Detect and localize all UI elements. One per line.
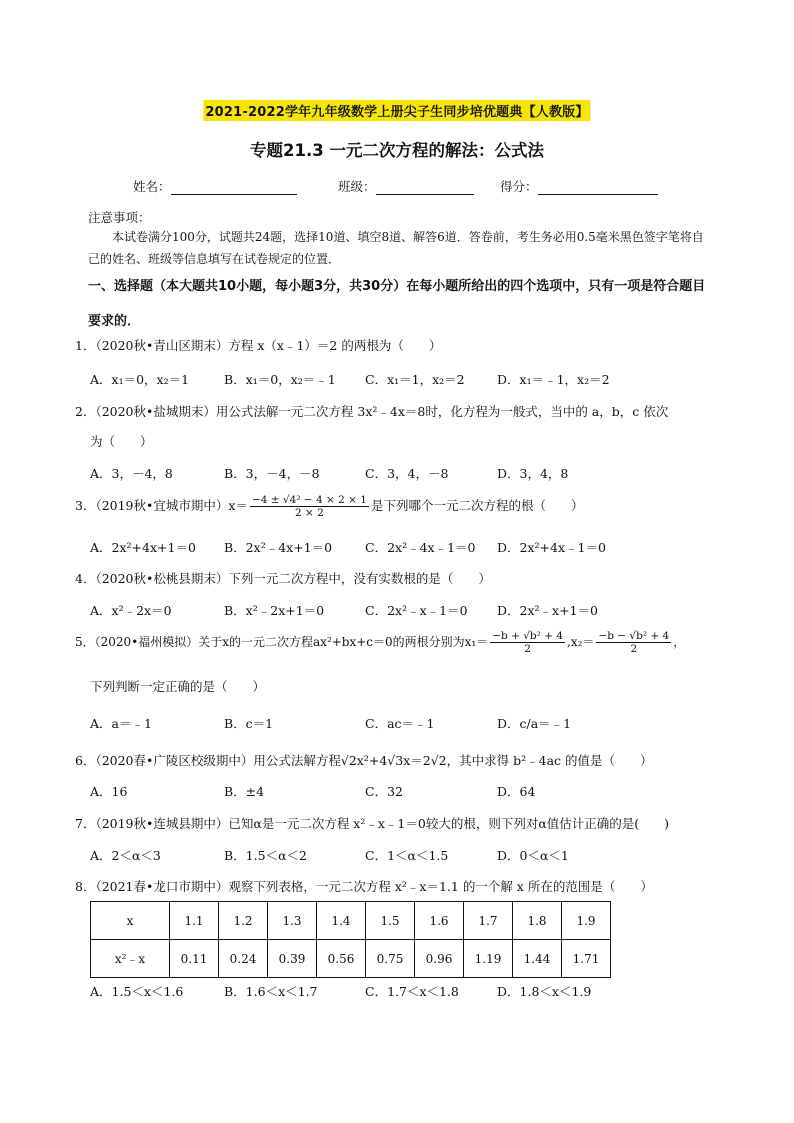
question-7-stem: 7．（2019秋•连城县期中）已知α是一元二次方程 x²﹣x﹣1＝0较大的根，则下列对α值估计正确的是( ): [75, 816, 670, 831]
q5-fraction-2: [596, 630, 671, 655]
class-blank: [376, 180, 474, 195]
question-5-stem: [75, 630, 685, 655]
q2-option-b: B．3，－4，－8: [224, 466, 320, 481]
q6-option-d: D．64: [497, 784, 536, 799]
score-label: 得分：: [500, 179, 538, 194]
q6-option-a: A．16: [90, 784, 128, 799]
q5-stem-post: ，: [673, 635, 686, 649]
table-row: [91, 902, 611, 940]
value-table: [90, 901, 611, 978]
q7-option-a: A．2＜α＜3: [90, 848, 161, 863]
q6-option-b: B．±4: [224, 784, 265, 799]
class-field: [338, 177, 474, 195]
q5-frac2-denominator: 2: [630, 643, 638, 655]
q8-option-b: B．1.6＜x＜1.7: [224, 984, 318, 999]
table-cell: 1.44: [513, 940, 562, 978]
q4-option-d: D．2x²﹣x+1＝0: [497, 603, 598, 618]
table-cell: 1.71: [562, 940, 611, 978]
table-cell: 1.3: [268, 902, 317, 940]
q5-fraction-1: [490, 630, 565, 655]
question-5-stem-cont: 下列判断一定正确的是（ ）: [90, 679, 266, 694]
q8-option-a: A．1.5＜x＜1.6: [90, 984, 184, 999]
q3-option-c: C．2x²﹣4x﹣1＝0: [365, 540, 476, 555]
q8-option-d: D．1.8＜x＜1.9: [497, 984, 592, 999]
table-cell: 0.75: [366, 940, 415, 978]
q3-fraction: [250, 494, 369, 519]
question-2-stem-cont: 为（ ）: [90, 434, 153, 449]
q3-frac-numerator: −4 ± √4² − 4 × 2 × 1: [251, 494, 367, 506]
q5-option-d: D．c/a＝﹣1: [497, 716, 572, 731]
q5-option-b: B．c＝1: [224, 716, 274, 731]
score-field: [500, 177, 658, 195]
q4-option-c: C．2x²﹣x﹣1＝0: [365, 603, 468, 618]
question-3-stem: [75, 494, 583, 519]
q4-option-a: A．x²﹣2x＝0: [90, 603, 172, 618]
table-cell: 1.1: [170, 902, 219, 940]
q3-frac-denominator: 2 × 2: [295, 507, 324, 519]
q4-option-b: B．x²﹣2x+1＝0: [224, 603, 325, 618]
name-label: 姓名：: [133, 179, 171, 194]
series-header: 2021-2022学年九年级数学上册尖子生同步培优题典【人教版】: [203, 100, 590, 121]
q2-option-c: C．3，4，－8: [365, 466, 449, 481]
table-cell: 0.39: [268, 940, 317, 978]
q3-option-d: D．2x²+4x﹣1＝0: [497, 540, 606, 555]
score-blank: [538, 180, 658, 195]
notes-text: 本试卷满分100分，试题共24题，选择10道、填空8道、解答6道．答卷前，考生务必用0.5毫米黑色签字笔将自己的姓名、班级等信息填写在试卷规定的位置．: [88, 230, 704, 266]
question-2-stem: 2．（2020秋•盐城期末）用公式法解一元二次方程 3x²﹣4x＝8时，化方程为一般式，当中的 a，b，c 依次: [75, 404, 669, 419]
q5-frac1-numerator: −b + √b² + 4: [492, 630, 564, 642]
name-field: [133, 177, 297, 195]
q5-option-a: A．a＝﹣1: [90, 716, 152, 731]
table-cell: 1.4: [317, 902, 366, 940]
table-cell: 1.6: [415, 902, 464, 940]
q3-stem-post: 是下列哪个一元二次方程的根（ ）: [370, 498, 584, 513]
table-cell: 1.2: [219, 902, 268, 940]
q8-option-c: C．1.7＜x＜1.8: [365, 984, 459, 999]
question-4-stem: 4．（2020秋•松桃县期末）下列一元二次方程中，没有实数根的是（ ）: [75, 571, 491, 586]
table-row: [91, 940, 611, 978]
q7-option-c: C．1＜α＜1.5: [365, 848, 449, 863]
q5-stem-mid: ,x₂＝: [567, 635, 595, 649]
table-cell: 0.11: [170, 940, 219, 978]
q5-option-c: C．ac＝﹣1: [365, 716, 435, 731]
question-8-stem: 8．（2021春•龙口市期中）观察下列表格，一元二次方程 x²﹣x＝1.1 的一个解 x 所在的范围是（ ）: [75, 879, 653, 894]
q1-option-d: D．x₁＝﹣1，x₂＝2: [497, 372, 610, 387]
table-cell: 1.7: [464, 902, 513, 940]
table-cell: 1.9: [562, 902, 611, 940]
q2-option-d: D．3，4，8: [497, 466, 569, 481]
q3-stem-pre: 3．（2019秋•宜城市期中）x＝: [75, 498, 248, 513]
table-row-label: x: [91, 902, 170, 940]
page-title: 专题21.3 一元二次方程的解法：公式法: [250, 141, 544, 160]
section-heading: 一、选择题（本大题共10小题，每小题3分，共30分）在每小题所给出的四个选项中，只有一项是符合题目要求的．: [88, 279, 706, 329]
table-cell: 0.24: [219, 940, 268, 978]
q6-option-c: C．32: [365, 784, 403, 799]
q2-option-a: A．3，－4，8: [90, 466, 173, 481]
q7-option-b: B．1.5＜α＜2: [224, 848, 307, 863]
q5-frac2-numerator: −b − √b² + 4: [598, 630, 670, 642]
question-1-stem: 1．（2020秋•青山区期末）方程 x（x﹣1）＝2 的两根为（ ）: [75, 338, 442, 353]
table-cell: 0.96: [415, 940, 464, 978]
table-cell: 1.19: [464, 940, 513, 978]
q1-option-c: C．x₁＝1，x₂＝2: [365, 372, 465, 387]
q7-option-d: D．0＜α＜1: [497, 848, 569, 863]
q5-frac1-denominator: 2: [524, 643, 531, 655]
table-cell: 0.56: [317, 940, 366, 978]
q1-option-b: B．x₁＝0，x₂＝﹣1: [224, 372, 336, 387]
q3-option-b: B．2x²﹣4x+1＝0: [224, 540, 333, 555]
table-cell: 1.5: [366, 902, 415, 940]
table-row-label: x²﹣x: [91, 940, 170, 978]
notes-title: 注意事项：: [88, 210, 151, 225]
q5-stem-pre: 5．（2020•福州模拟）关于x的一元二次方程ax²+bx+c＝0的两根分别为x₁＝: [75, 635, 489, 649]
class-label: 班级：: [338, 179, 376, 194]
q1-option-a: A．x₁＝0，x₂＝1: [90, 372, 190, 387]
table-cell: 1.8: [513, 902, 562, 940]
question-6-stem: 6．（2020春•广陵区校级期中）用公式法解方程√2x²+4√3x＝2√2，其中求得 b²﹣4ac 的值是（ ）: [75, 753, 653, 768]
q3-option-a: A．2x²+4x+1＝0: [90, 540, 196, 555]
name-blank: [171, 180, 297, 195]
